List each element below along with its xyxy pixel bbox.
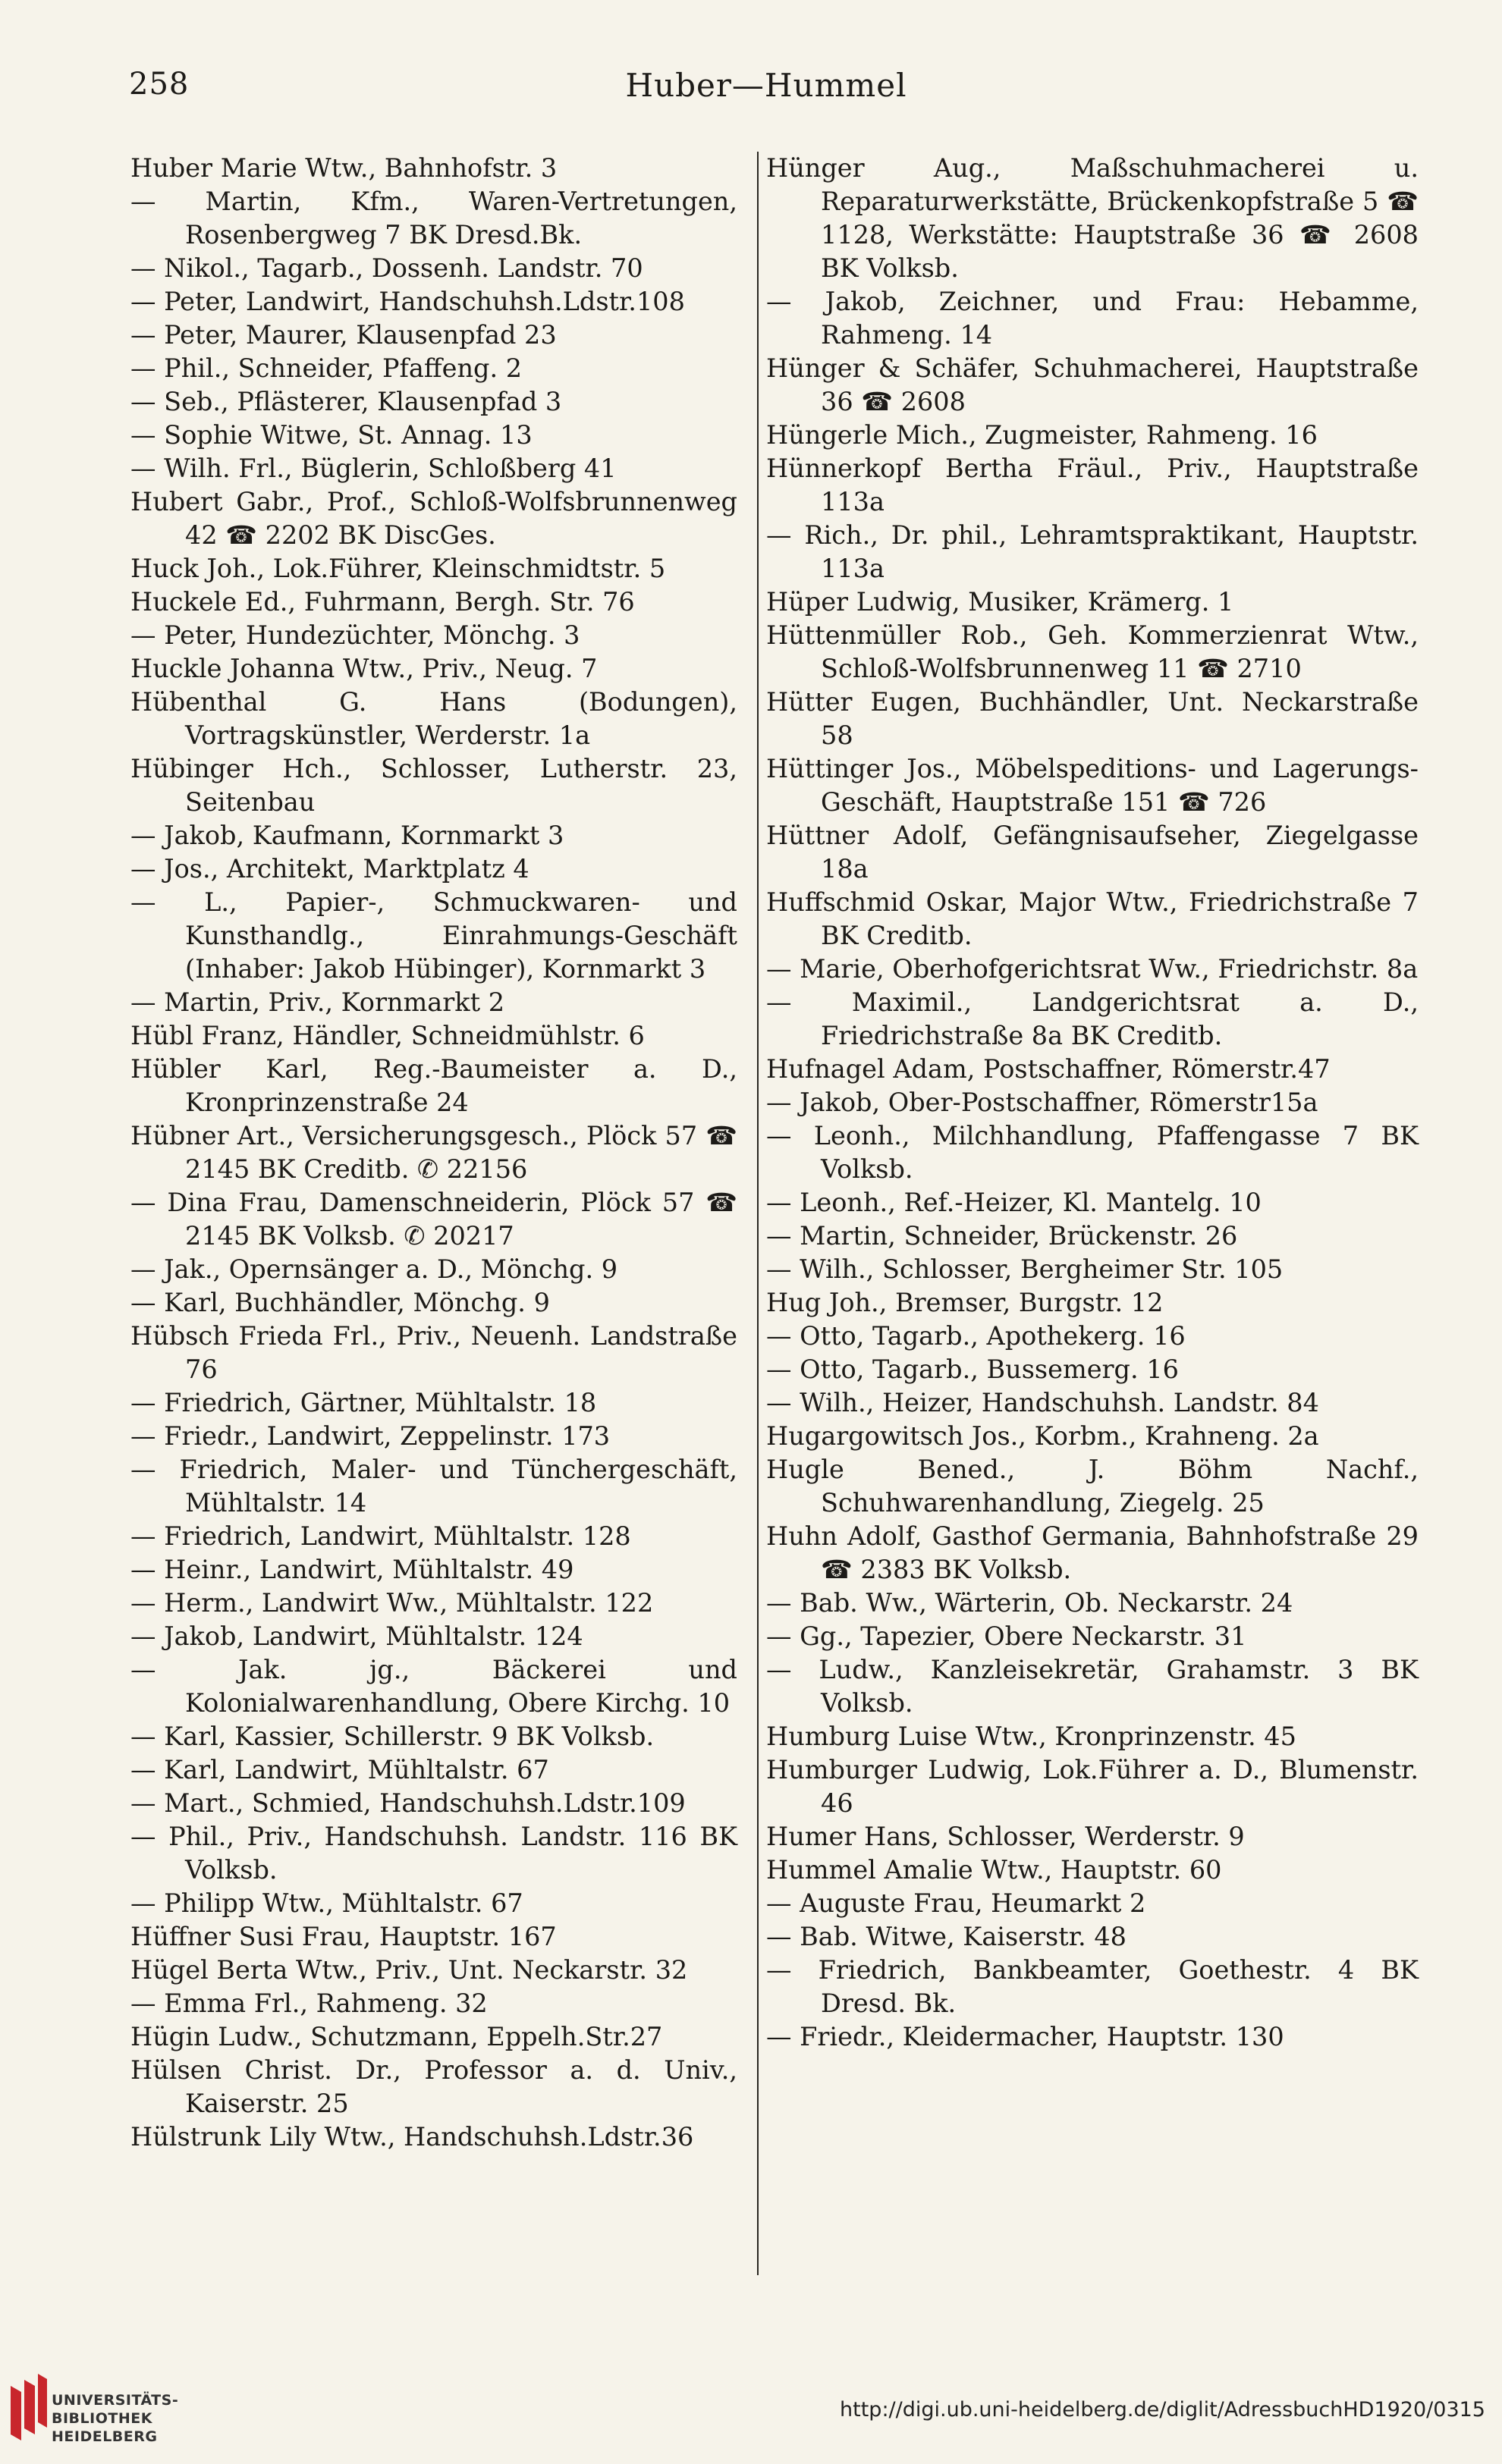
directory-entry: — Bab. Witwe, Kaiserstr. 48 xyxy=(766,1922,1126,1951)
directory-entry: Hübl Franz, Händler, Schneidmühlstr. 6 xyxy=(130,1021,645,1050)
directory-entry: Hugle Bened., J. Böhm Nachf., Schuhwarenhandlung, Ziegelg. 25 xyxy=(766,1455,1419,1518)
directory-entry: — Friedrich, Maler- und Tünchergeschäft, Mühltalstr. 14 xyxy=(130,1455,737,1518)
directory-entry: — Wilh., Schlosser, Bergheimer Str. 105 xyxy=(766,1254,1284,1284)
directory-entry: Hugargowitsch Jos., Korbm., Krahneng. 2a xyxy=(766,1421,1319,1451)
directory-entry: Hübler Karl, Reg.-Baumeister a. D., Kronprinzenstraße 24 xyxy=(130,1054,737,1117)
column-divider xyxy=(757,152,759,2275)
page-footer xyxy=(0,2366,1502,2464)
directory-entry: — Peter, Landwirt, Handschuhsh.Ldstr.108 xyxy=(130,287,685,316)
directory-entry: — Leonh., Ref.-Heizer, Kl. Mantelg. 10 xyxy=(766,1188,1262,1217)
directory-entry: Hünger Aug., Maßschuhmacherei u. Reparaturwerkstätte, Brückenkopfstraße 5 ☎ 1128, Werkstätte: Hauptstraße 36 ☎ 2608 BK Volksb. xyxy=(766,153,1419,283)
page-number: 258 xyxy=(129,67,190,102)
directory-entry: — Martin, Kfm., Waren-Vertretungen, Rosenbergweg 7 BK Dresd.Bk. xyxy=(130,187,737,250)
directory-entry: Hübner Art., Versicherungsgesch., Plöck 57 ☎ 2145 BK Creditb. ✆ 22156 xyxy=(130,1121,737,1184)
directory-entry: Hüper Ludwig, Musiker, Krämerg. 1 xyxy=(766,587,1234,617)
directory-entry: Hülsen Christ. Dr., Professor a. d. Univ., Kaiserstr. 25 xyxy=(130,2055,737,2118)
directory-entry: Humer Hans, Schlosser, Werderstr. 9 xyxy=(766,1822,1245,1851)
directory-entry: — Bab. Ww., Wärterin, Ob. Neckarstr. 24 xyxy=(766,1588,1293,1618)
directory-entry: — Friedrich, Landwirt, Mühltalstr. 128 xyxy=(130,1521,631,1551)
left-column xyxy=(130,152,737,2154)
running-head: Huber—Hummel xyxy=(625,67,907,104)
directory-entry: — Jak., Opernsänger a. D., Mönchg. 9 xyxy=(130,1254,618,1284)
directory-entry: — Mart., Schmied, Handschuhsh.Ldstr.109 xyxy=(130,1788,686,1818)
logo-line-2: BIBLIOTHEK xyxy=(52,2410,152,2427)
directory-entry: Hünnerkopf Bertha Fräul., Priv., Hauptstraße 113a xyxy=(766,454,1419,516)
directory-entry: — Friedr., Kleidermacher, Hauptstr. 130 xyxy=(766,2022,1284,2051)
directory-entry: — Jak. jg., Bäckerei und Kolonialwarenhandlung, Obere Kirchg. 10 xyxy=(130,1655,737,1718)
directory-entry: — Sophie Witwe, St. Annag. 13 xyxy=(130,420,533,450)
directory-entry: — Jakob, Ober-Postschaffner, Römerstr15a xyxy=(766,1088,1318,1117)
directory-entry: Huber Marie Wtw., Bahnhofstr. 3 xyxy=(130,153,558,183)
directory-entry: Hüffner Susi Frau, Hauptstr. 167 xyxy=(130,1922,557,1951)
directory-entry: — Philipp Wtw., Mühltalstr. 67 xyxy=(130,1888,523,1918)
directory-entry: — Emma Frl., Rahmeng. 32 xyxy=(130,1988,488,2018)
directory-entry: — Phil., Priv., Handschuhsh. Landstr. 116 BK Volksb. xyxy=(130,1822,737,1885)
directory-entry: — Nikol., Tagarb., Dossenh. Landstr. 70 xyxy=(130,253,643,283)
page-header xyxy=(129,67,1403,112)
directory-entry: — Jakob, Landwirt, Mühltalstr. 124 xyxy=(130,1621,583,1651)
directory-entry: Hüngerle Mich., Zugmeister, Rahmeng. 16 xyxy=(766,420,1318,450)
directory-entry: — Friedrich, Bankbeamter, Goethestr. 4 BK Dresd. Bk. xyxy=(766,1955,1419,2018)
directory-entry: Hüttinger Jos., Möbelspeditions- und Lagerungs-Geschäft, Hauptstraße 151 ☎ 726 xyxy=(766,754,1419,817)
library-logo xyxy=(6,2371,188,2454)
directory-entry: — Auguste Frau, Heumarkt 2 xyxy=(766,1888,1146,1918)
directory-entry: Hübsch Frieda Frl., Priv., Neuenh. Landstraße 76 xyxy=(130,1321,737,1384)
directory-entry: Huck Joh., Lok.Führer, Kleinschmidtstr. 5 xyxy=(130,554,666,583)
directory-entry: Hüttenmüller Rob., Geh. Kommerzienrat Wtw., Schloß-Wolfsbrunnenweg 11 ☎ 2710 xyxy=(766,620,1419,683)
directory-entry: Humburger Ludwig, Lok.Führer a. D., Blumenstr. 46 xyxy=(766,1755,1419,1818)
directory-entry: — Marie, Oberhofgerichtsrat Ww., Friedrichstr. 8a xyxy=(766,954,1419,984)
directory-entry: Huhn Adolf, Gasthof Germania, Bahnhofstraße 29 ☎ 2383 BK Volksb. xyxy=(766,1521,1419,1584)
directory-entry: — Karl, Buchhändler, Mönchg. 9 xyxy=(130,1288,550,1317)
directory-entry: — Wilh., Heizer, Handschuhsh. Landstr. 84 xyxy=(766,1388,1319,1417)
source-url-link[interactable]: http://digi.ub.uni-heidelberg.de/diglit/AdressbuchHD1920/0315 xyxy=(840,2398,1485,2422)
directory-entry: — Otto, Tagarb., Apothekerg. 16 xyxy=(766,1321,1186,1351)
directory-entry: — Karl, Kassier, Schillerstr. 9 BK Volksb. xyxy=(130,1722,655,1751)
library-logo-icon xyxy=(6,2371,49,2450)
directory-entry: Hügel Berta Wtw., Priv., Unt. Neckarstr. 32 xyxy=(130,1955,688,1985)
logo-line-1: UNIVERSITÄTS- xyxy=(52,2392,179,2409)
directory-entry: Huffschmid Oskar, Major Wtw., Friedrichstraße 7 BK Creditb. xyxy=(766,887,1419,950)
directory-entry: — Peter, Hundezüchter, Mönchg. 3 xyxy=(130,620,580,650)
directory-entry: — Otto, Tagarb., Bussemerg. 16 xyxy=(766,1354,1179,1384)
directory-entry: Hügin Ludw., Schutzmann, Eppelh.Str.27 xyxy=(130,2022,663,2051)
directory-entry: — Martin, Schneider, Brückenstr. 26 xyxy=(766,1221,1238,1251)
directory-entry: — Jakob, Kaufmann, Kornmarkt 3 xyxy=(130,821,564,850)
directory-entry: Hummel Amalie Wtw., Hauptstr. 60 xyxy=(766,1855,1222,1885)
directory-entry: Hüttner Adolf, Gefängnisaufseher, Ziegelgasse 18a xyxy=(766,821,1419,884)
directory-entry: — Karl, Landwirt, Mühltalstr. 67 xyxy=(130,1755,549,1784)
directory-entry: Huckele Ed., Fuhrmann, Bergh. Str. 76 xyxy=(130,587,635,617)
directory-entry: — Heinr., Landwirt, Mühltalstr. 49 xyxy=(130,1555,574,1584)
directory-entry: Hütter Eugen, Buchhändler, Unt. Neckarstraße 58 xyxy=(766,687,1419,750)
directory-entry: — Gg., Tapezier, Obere Neckarstr. 31 xyxy=(766,1621,1247,1651)
right-column xyxy=(766,152,1419,2054)
directory-entry: — Rich., Dr. phil., Lehramtspraktikant, Hauptstr. 113a xyxy=(766,520,1419,583)
directory-entry: — Jakob, Zeichner, und Frau: Hebamme, Rahmeng. 14 xyxy=(766,287,1419,350)
logo-line-3: HEIDELBERG xyxy=(52,2428,158,2445)
directory-entry: Huckle Johanna Wtw., Priv., Neug. 7 xyxy=(130,654,598,683)
directory-entry: — Phil., Schneider, Pfaffeng. 2 xyxy=(130,353,523,383)
directory-entry: — Martin, Priv., Kornmarkt 2 xyxy=(130,987,505,1017)
directory-entry: — Friedr., Landwirt, Zeppelinstr. 173 xyxy=(130,1421,611,1451)
directory-entry: Hübinger Hch., Schlosser, Lutherstr. 23, Seitenbau xyxy=(130,754,737,817)
directory-entry: — Ludw., Kanzleisekretär, Grahamstr. 3 BK Volksb. xyxy=(766,1655,1419,1718)
directory-entry: Hufnagel Adam, Postschaffner, Römerstr.47 xyxy=(766,1054,1331,1084)
directory-entry: — L., Papier-, Schmuckwaren- und Kunsthandlg., Einrahmungs-Geschäft (Inhaber: Jakob Hübinger), Kornmarkt 3 xyxy=(130,887,737,984)
directory-entry: — Seb., Pflästerer, Klausenpfad 3 xyxy=(130,387,562,416)
directory-entry: — Leonh., Milchhandlung, Pfaffengasse 7 BK Volksb. xyxy=(766,1121,1419,1184)
directory-entry: Hübenthal G. Hans (Bodungen), Vortragskünstler, Werderstr. 1a xyxy=(130,687,737,750)
directory-entry: Hug Joh., Bremser, Burgstr. 12 xyxy=(766,1288,1164,1317)
directory-entry: — Friedrich, Gärtner, Mühltalstr. 18 xyxy=(130,1388,597,1417)
directory-entry: — Peter, Maurer, Klausenpfad 23 xyxy=(130,320,557,350)
directory-entry: Hülstrunk Lily Wtw., Handschuhsh.Ldstr.36 xyxy=(130,2122,694,2152)
directory-entry: Hubert Gabr., Prof., Schloß-Wolfsbrunnenweg 42 ☎ 2202 BK DiscGes. xyxy=(130,487,737,550)
directory-entry: Hünger & Schäfer, Schuhmacherei, Hauptstraße 36 ☎ 2608 xyxy=(766,353,1419,416)
directory-entry: — Jos., Architekt, Marktplatz 4 xyxy=(130,854,529,884)
directory-entry: Humburg Luise Wtw., Kronprinzenstr. 45 xyxy=(766,1722,1296,1751)
directory-entry: — Dina Frau, Damenschneiderin, Plöck 57 ☎ 2145 BK Volksb. ✆ 20217 xyxy=(130,1188,737,1251)
directory-entry: — Herm., Landwirt Ww., Mühltalstr. 122 xyxy=(130,1588,654,1618)
directory-entry: — Wilh. Frl., Büglerin, Schloßberg 41 xyxy=(130,454,617,483)
directory-entry: — Maximil., Landgerichtsrat a. D., Friedrichstraße 8a BK Creditb. xyxy=(766,987,1419,1050)
